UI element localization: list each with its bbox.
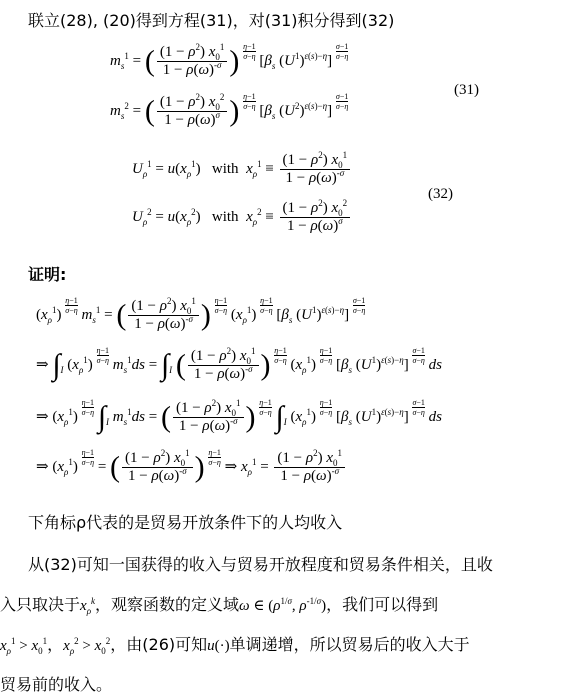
paragraph-line-2-part-c: ，我们可以得到 bbox=[326, 595, 439, 614]
paragraph-line-3-part-c: 单调递增，所以贸易后的收入大于 bbox=[229, 635, 470, 654]
proof-line-3: ⇒ $(x_\rho^1)$ $\frac{\eta-1}{\sigma-\eta}$ $\int_I$ $m_s^1ds$ = ( $\frac{(1 - \rho^2) x_0^1}{1 - \rho(\omega)^{-\sigma}}$ ) $\frac{\eta-1}{\sigma-\eta}$ $\int_I$ $(x_\rho^1)$ $\frac{\eta-1}{\sigma-\eta}$ [$\beta_s$ $(U^1)^{\varepsilon(s)-\eta}$] $\frac{\sigma-1}{\sigma-\eta}$ ds bbox=[36, 398, 442, 435]
equation-31-line-2: $m_s^2$ = ( $\frac{(1 - \rho^2) x_0^2}{1 - \rho(\omega)^\sigma}$ ) $\frac{\eta-1}{\sigma-\eta}$ [$\beta_s$ $(U^2)^{\varepsilon(s)-\eta}$] $\frac{\sigma-1}{\sigma-\eta}$ bbox=[110, 92, 349, 129]
proof-line-2: ⇒ $\int_I$ $(x_\rho^1)$ $\frac{\eta-1}{\sigma-\eta}$ $m_s^1ds = \int_I$ ( $\frac{(1 - \rho^2) x_0^1}{1 - \rho(\omega)^{-\sigma}}$ ) $\frac{\eta-1}{\sigma-\eta}$ $(x_\rho^1)$ $\frac{\eta-1}{\sigma-\eta}$ [$\beta_s$ $(U^1)^{\varepsilon(s)-\eta}$] $\frac{\sigma-1}{\sigma-\eta}$ ds bbox=[36, 346, 442, 383]
paragraph-line-1: 从(32)可知一国获得的收入与贸易开放程度和贸易条件相关，且收 bbox=[28, 555, 493, 574]
proof-heading: 证明: bbox=[28, 265, 67, 284]
equation-32-line-1: $U_\rho^1 = u(x_\rho^1)$ with $x_\rho^1$ ≡ $\frac{(1 - \rho^2) x_0^1}{1 - \rho(\omega)^{-\sigma}}$ bbox=[132, 152, 352, 187]
equation-31-line-1: $m_s^1$ = ( $\frac{(1 - \rho^2) x_0^1}{1 - \rho(\omega)^{-\sigma}}$ ) $\frac{\eta-1}{\sigma-\eta}$ [$\beta_s$ $(U^1)^{\varepsilon(s)-\eta}$] $\frac{\sigma-1}{\sigma-\eta}$ bbox=[110, 42, 349, 79]
proof-line-1: $(x_\rho^1)$ $\frac{\eta-1}{\sigma-\eta}$ $m_s^1$ = ( $\frac{(1 - \rho^2) x_0^1}{1 - \rho(\omega)^{-\sigma}}$ ) $\frac{\eta-1}{\sigma-\eta}$ $(x_\rho^1)$ $\frac{\eta-1}{\sigma-\eta}$ [$\beta_s$ $(U^1)^{\varepsilon(s)-\eta}$] $\frac{\sigma-1}{\sigma-\eta}$ bbox=[36, 296, 366, 333]
paragraph-line-4: 贸易前的收入。 bbox=[0, 675, 113, 694]
paragraph-line-3: $x_\rho^1 > x_0^1$，$x_\rho^2 > x_0^2$，由(26)可知u(·)单调递增，所以贸易后的收入大于 bbox=[0, 635, 470, 656]
paragraph-line-2-part-a: 入只取决于 bbox=[0, 595, 81, 614]
equation-32-line-2: $U_\rho^2 = u(x_\rho^2)$ with $x_\rho^2$ ≡ $\frac{(1 - \rho^2) x_0^2}{1 - \rho(\omega)^\sigma}$ bbox=[132, 200, 352, 235]
paragraph-line-3-part-b: ，由(26)可知 bbox=[110, 635, 208, 654]
with-word-1: with bbox=[211, 160, 239, 177]
subscript-note: 下角标ρ代表的是贸易开放条件下的人均收入 bbox=[28, 513, 343, 532]
proof-line-4: ⇒ $(x_\rho^1)$ $\frac{\eta-1}{\sigma-\eta}$ = ( $\frac{(1 - \rho^2) x_0^1}{1 - \rho(\omega)^{-\sigma}}$ ) $\frac{\eta-1}{\sigma-\eta}$ ⇒ $x_\rho^1$ = $\frac{(1 - \rho^2) x_0^1}{1 - \rho(\omega)^{-\sigma}}$ bbox=[36, 448, 347, 485]
intro-line: 联立(28), (20)得到方程(31)，对(31)积分得到(32) bbox=[28, 11, 395, 30]
equation-32-number: (32) bbox=[428, 186, 453, 202]
equation-31-number: (31) bbox=[454, 82, 479, 98]
paragraph-line-2: 入只取决于$x_\rho^k$，观察函数的定义域ω ∈ ($\rho^{1/\sigma}$, $\rho^{-1/\sigma}$)，我们可以得到 bbox=[0, 595, 439, 616]
paragraph-line-2-part-b: ，观察函数的定义域 bbox=[95, 595, 240, 614]
with-word-2: with bbox=[211, 208, 239, 225]
